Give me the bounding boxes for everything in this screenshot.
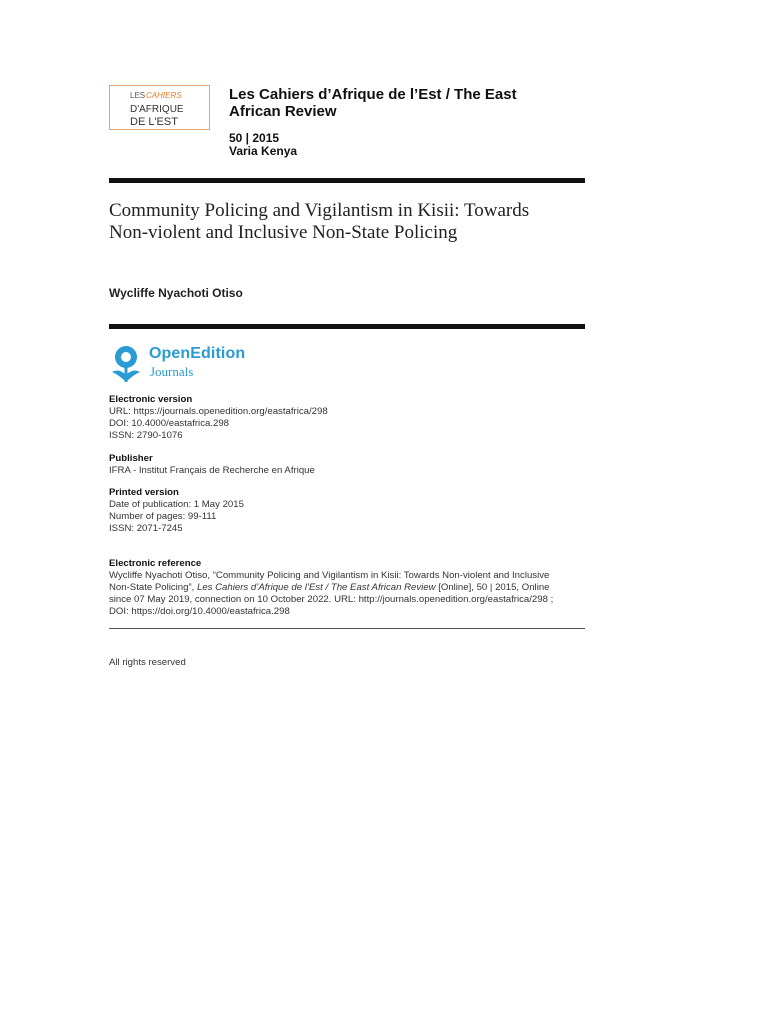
- publisher-heading: Publisher: [109, 453, 153, 464]
- issue-number: 50 | 2015: [229, 131, 280, 145]
- journal-logo-graphic: [110, 86, 209, 129]
- publisher-block: [109, 453, 569, 477]
- logo-text-les: LES: [130, 91, 146, 100]
- divider-bottom: [109, 628, 585, 629]
- publisher-name: IFRA - Institut Français de Recherche en Afrique: [109, 465, 315, 476]
- openedition-journals: Journals: [150, 364, 194, 379]
- journal-title: Les Cahiers d’Afrique de l’Est / The East African Review: [229, 86, 517, 120]
- electronic-version-doi[interactable]: DOI: 10.4000/eastafrica.298: [109, 418, 229, 429]
- logo-text-est: DE L'EST: [130, 116, 178, 128]
- electronic-version-heading: Electronic version: [109, 394, 193, 405]
- printed-version-date: Date of publication: 1 May 2015: [109, 499, 244, 510]
- electronic-reference-part2: [Online], 50 | 2015, Online since 07 May 2019, connection on 10 October 2022. URL: http://journals.openedition.org/eastafrica/298 ; DOI: https://doi.org/10.4000/eastafrica.298: [109, 582, 554, 617]
- electronic-reference-text: [109, 570, 569, 618]
- electronic-reference-heading: Electronic reference: [109, 558, 202, 569]
- printed-version-issn: ISSN: 2071-7245: [109, 523, 183, 534]
- electronic-version-block: [109, 394, 569, 442]
- printed-version-block: [109, 487, 569, 535]
- electronic-version-issn: ISSN: 2790-1076: [109, 430, 183, 441]
- article-author: Wycliffe Nyachoti Otiso: [109, 286, 243, 300]
- openedition-logo-icon: [109, 344, 143, 384]
- printed-version-heading: Printed version: [109, 487, 179, 498]
- article-title: Community Policing and Vigilantism in Kisii: Towards Non-violent and Inclusive Non-State Policing: [109, 200, 530, 243]
- journal-logo: [109, 85, 210, 130]
- issue-section: Varia Kenya: [229, 144, 298, 158]
- printed-version-pages: Number of pages: 99-111: [109, 511, 217, 522]
- electronic-reference-block: [109, 558, 569, 618]
- divider-top: [109, 178, 585, 183]
- logo-text-afrique: D'AFRIQUE: [130, 104, 184, 115]
- logo-text-cahiers: CAHIERS: [146, 91, 182, 100]
- openedition-name: OpenEdition: [149, 345, 246, 362]
- rights-notice: All rights reserved: [109, 657, 186, 668]
- electronic-reference-journal: Les Cahiers d’Afrique de l’Est / The East African Review: [197, 582, 436, 593]
- electronic-version-url[interactable]: URL: https://journals.openedition.org/eastafrica/298: [109, 406, 328, 417]
- divider-middle: [109, 324, 585, 329]
- electronic-reference-part1: Wycliffe Nyachoti Otiso, “Community Policing and Vigilantism in Kisii: Towards Non-violent and Inclusive Non-State Policing”,: [109, 570, 550, 593]
